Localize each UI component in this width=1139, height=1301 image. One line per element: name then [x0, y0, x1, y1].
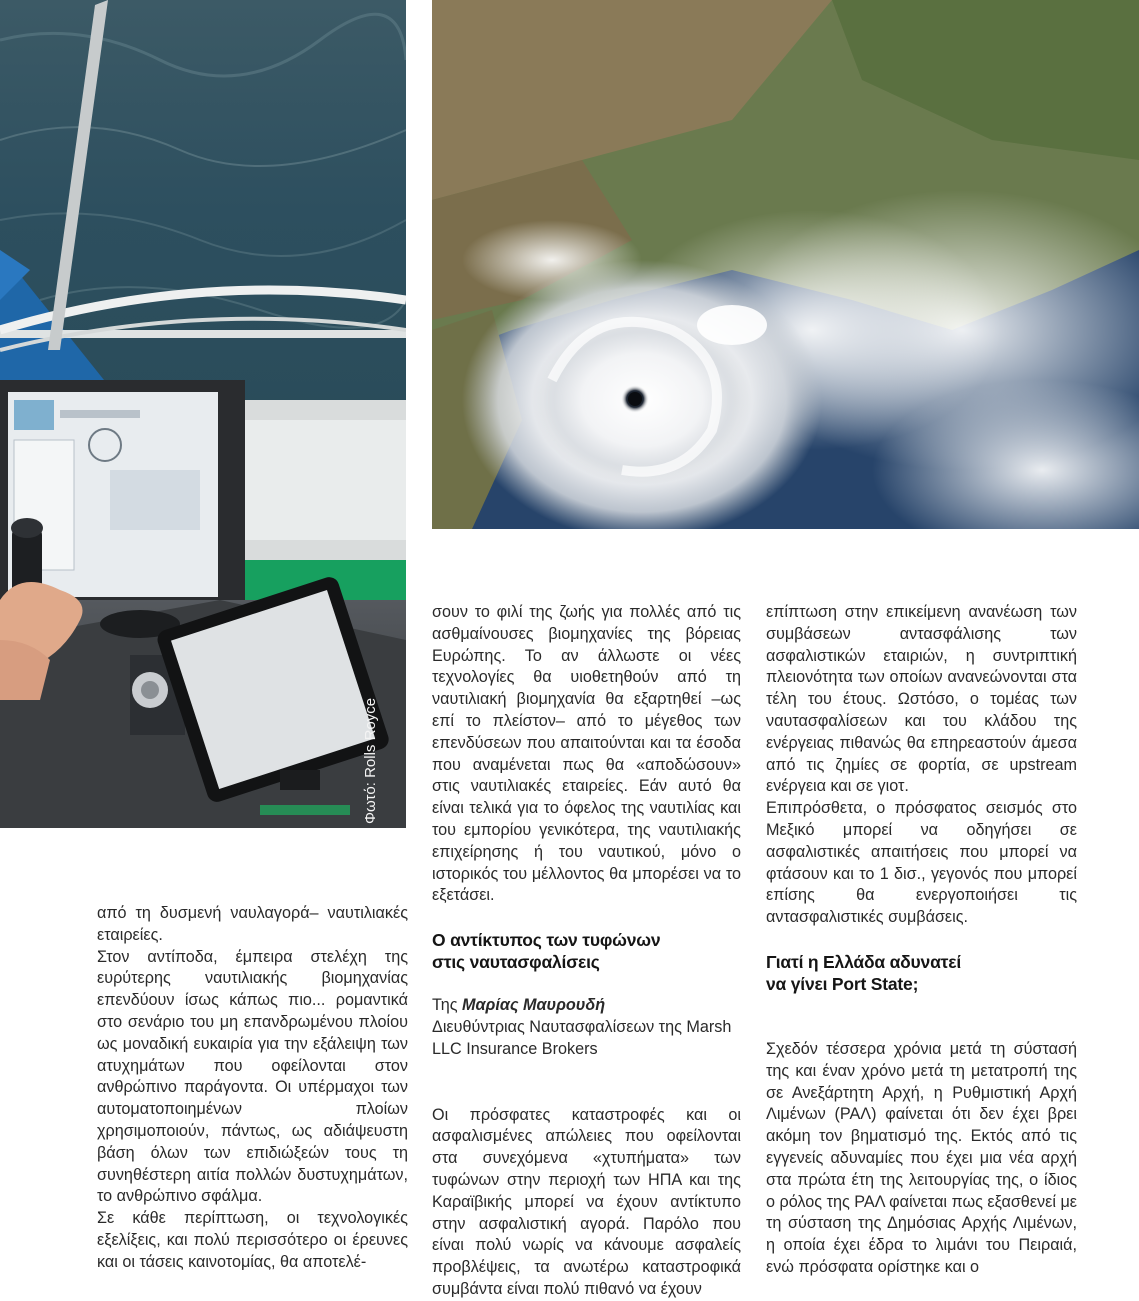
heading-line: Ο αντίκτυπος των τυφώνων — [432, 930, 661, 951]
article-column-left — [97, 903, 408, 1274]
byline — [432, 995, 741, 1017]
ship-bridge-illustration — [0, 0, 406, 828]
paragraph: Σε κάθε περίπτωση, οι τεχνολογικές εξελίξεις, και πολύ περισσότερο οι έρευνες και οι τάσεις καινοτομίας, θα αποτελέ- — [97, 1209, 408, 1271]
heading-line: στις ναυτασφαλίσεις — [432, 952, 600, 973]
author-name: Μαρίας Μαυρουδή — [462, 996, 606, 1015]
heading-line: να γίνει Port State; — [766, 973, 919, 994]
section-heading-port-state — [766, 951, 1077, 995]
article-column-middle — [432, 602, 741, 1301]
paragraph: επίπτωση στην επικείμενη ανανέωση των συμβάσεων αντασφάλισης των ασφαλιστικών εταιριών, η συντριπτική πλειονότητα των οποίων ανανεώνονται στα τέλη του έτους. Ωστόσο, ο τομέας των ναυτασφαλίσεων και του κλάδου της ενέργειας πιθανώς θα επηρεαστούν άμεσα από τις ζημίες σε φορτία, σε upstream ενέργεια και σε γιοτ. — [766, 603, 1077, 796]
article-column-right — [766, 602, 1077, 1279]
ship-bridge-photo — [0, 0, 406, 828]
byline-prefix: Της — [432, 996, 458, 1015]
paragraph: από τη δυσμενή ναυλαγορά– ναυτιλιακές εταιρείες. — [97, 904, 408, 944]
section-heading-typhoons — [432, 929, 741, 973]
paragraph: σουν το φιλί της ζωής για πολλές από τις ασθμαίνουσες βιομηχανίες της βόρειας Ευρώπης. Το αν άλλωστε οι νέες τεχνολογίες θα υιοθετηθούν από τη ναυτιλιακή βιομηχανία θα εξαρτηθεί –ως επί το πλείστον– από το μέγεθος των επενδύσεων που απαιτούνται και τα έσοδα που αναμένεται πως θα «αποδώσουν» στις ναυτιλιακές εταιρείες. Εάν αυτό θα είναι τελικά για το όφελος της ναυτιλίας και του εμπορίου γενικότερα, της ναυτιλιακής επιχείρησης ή του ναυτικού, μόνο ο ιστορικός του μέλλοντος θα μπορέσει να το εξετάσει. — [432, 603, 741, 905]
paragraph: Επιπρόσθετα, ο πρόσφατος σεισμός στο Μεξικό μπορεί να οδηγήσει σε ασφαλιστικές απαιτήσεις που μπορεί να φτάσουν και το 1 δισ., γεγονός που μπορεί επίσης θα ενεργοποιήσει τις αντασφαλιστικές συμβάσεις. — [766, 799, 1077, 927]
paragraph: Σχεδόν τέσσερα χρόνια μετά τη σύστασή της και έναν χρόνο μετά τη μετατροπή της σε Ανεξάρτητη Αρχή, η Ρυθμιστική Αρχή Λιμένων (ΡΑΛ) φαίνεται ότι δεν έχει βρει ακόμη τον βηματισμό της. Εκτός από τις εγγενείς αδυναμίες που έχει μια νέα αρχή στα πρώτα έτη της λειτουργίας της, ο ίδιος ο ρόλος της ΡΑΛ φαίνεται πως εξασθενεί με τη σύσταση της Δημόσιας Αρχής Λιμένων, η οποία έχει έδρα το λιμάνι του Πειραιά, ενώ πρόσφατα ορίστηκε και ο — [766, 1039, 1077, 1276]
hurricane-satellite-photo — [432, 0, 1139, 529]
author-title: Διευθύντριας Ναυτασφαλίσεων της Marsh LLC Insurance Brokers — [432, 1017, 732, 1058]
paragraph: Οι πρόσφατες καταστροφές και οι ασφαλισμένες απώλειες που οφείλονται στα συνεχόμενα «χτυπήματα» των τυφώνων στην περιοχή των ΗΠΑ και της Καραϊβικής μπορεί να έχουν αντίκτυπο στην ασφαλιστική αγορά. Παρόλο που είναι πολύ νωρίς να κάνουμε ασφαλείς προβλέψεις, τα ανωτέρω καταστροφικά συμβάντα είναι πολύ πιθανό να έχουν — [432, 1105, 741, 1298]
hurricane-illustration — [432, 0, 1139, 529]
heading-line: Γιατί η Ελλάδα αδυνατεί — [766, 951, 962, 972]
photo-credit: Φωτό: Rolls Royce — [362, 697, 379, 824]
paragraph: Στον αντίποδα, έμπειρα στελέχη της ευρύτερης ναυτιλιακής βιομηχανίας επενδύουν ίσως κάπως πιο... ρομαντικά στο σενάριο του μη επανδρωμένου πλοίου ως μοναδική ευκαιρία για την εξάλειψη των ατυχημάτων που οφείλονται στον ανθρώπινο παράγοντα. Οι υπέρμαχοι των αυτοματοποιημένων πλοίων χρησιμοποιούν, πάντως, ως αδιάψευστη βάση όλων των επιδιώξεών τους τη συνηθέστερη αιτία πολλών δυστυχημάτων, το ανθρώπινο σφάλμα. — [97, 947, 408, 1206]
